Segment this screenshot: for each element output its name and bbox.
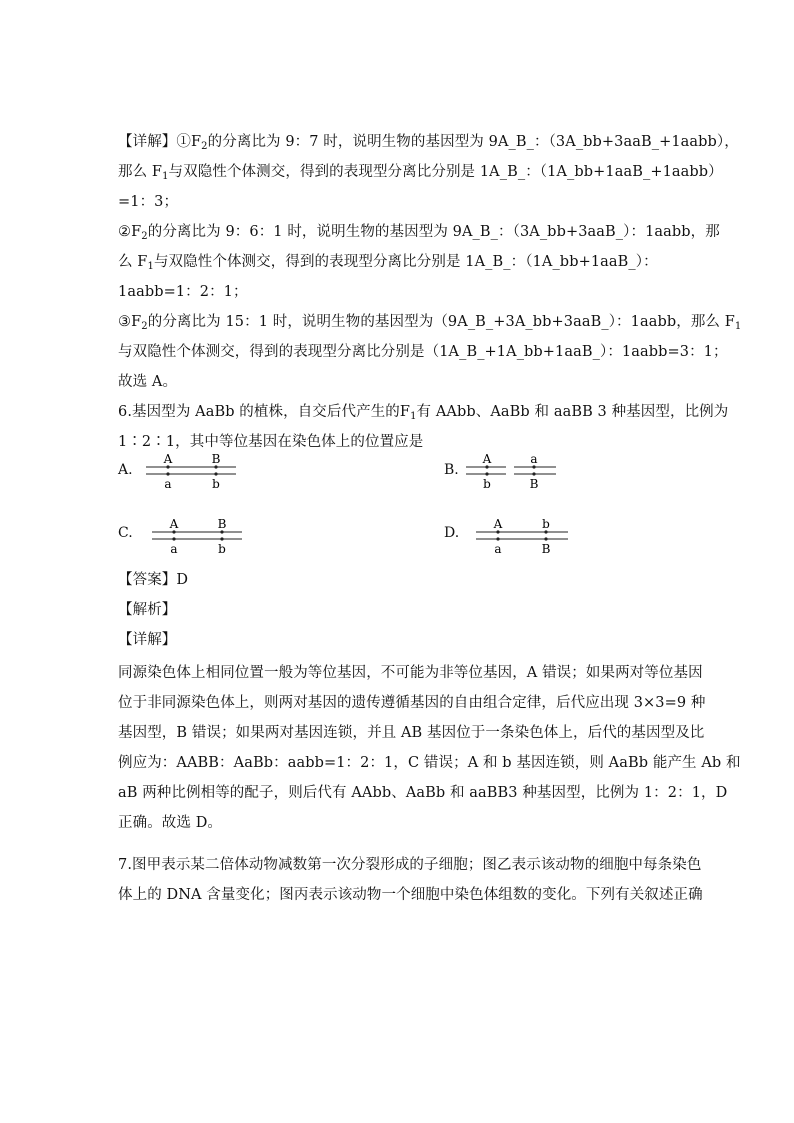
detail-line-4: $②F_2$的分离比为 9：6：1 时，说明生物的基因型为 9A_B_：（3A_bb+3aaB_）：1aabb，那: [118, 224, 720, 242]
detail-line-5: 么 $F_1$与双隐性个体测交，得到的表现型分离比分别是 1A_B_：（1A_bb+1aaB_）：: [118, 254, 658, 272]
option-b-label: B.: [444, 462, 459, 478]
explanation-line-4: 例应为：AABB：AaBb：aabb=1：2：1，C 错误；A 和 b 基因连锁，则 AaBb 能产生 Ab 和: [118, 755, 741, 771]
option-b-chromosome-diagram: [462, 450, 572, 496]
gene-label: a: [494, 542, 502, 556]
option-c-chromosome-diagram: [146, 513, 256, 561]
answer-line: 【答案】D: [118, 572, 189, 588]
gene-label: b: [542, 517, 550, 531]
question-6-stem-2: 1∶2∶1，其中等位基因在染色体上的位置应是: [118, 434, 424, 450]
gene-label: a: [530, 452, 538, 466]
option-d-label: D.: [444, 525, 460, 541]
question-7-stem-1: 7.图甲表示某二倍体动物减数第一次分裂形成的子细胞；图乙表示该动物的细胞中每条染色: [118, 857, 702, 873]
gene-label: A: [163, 452, 173, 466]
gene-label: B: [529, 477, 539, 491]
gene-label: a: [170, 542, 178, 556]
explanation-line-6: 正确。故选 D。: [118, 815, 223, 831]
detail-line-2: 那么 $F_1$与双隐性个体测交，得到的表现型分离比分别是 1A_B_：（1A_bb+1aaB_+1aabb）: [118, 164, 723, 182]
detail-heading: 【详解】: [118, 632, 177, 648]
detail-line-6: 1aabb=1：2：1；: [118, 284, 248, 300]
detail-line-1: 【详解】$①F_2$的分离比为 9：7 时，说明生物的基因型为 9A_B_：（3A_bb+3aaB_+1aabb），: [118, 134, 739, 152]
gene-label: b: [212, 477, 220, 491]
analysis-heading: 【解析】: [118, 602, 177, 618]
detail-line-3: =1：3；: [118, 194, 179, 210]
gene-label: b: [483, 477, 491, 491]
explanation-line-2: 位于非同源染色体上，则两对基因的遗传遵循基因的自由组合定律，后代应出现 3×3=9 种: [118, 695, 706, 711]
gene-label: a: [164, 477, 172, 491]
gene-label: b: [218, 542, 226, 556]
explanation-line-5: aB 两种比例相等的配子，则后代有 AAbb、AaBb 和 aaBB3 种基因型，比例为 1：2：1，D: [118, 785, 728, 801]
question-6-stem-1: 6.基因型为 AaBb 的植株，自交后代产生的$F_1$有 AAbb、AaBb 和 aaBB 3 种基因型，比例为: [118, 404, 729, 422]
explanation-line-3: 基因型，B 错误；如果两对基因连锁，并且 AB 基因位于一条染色体上，后代的基因型及比: [118, 725, 705, 741]
option-c-label: C.: [118, 525, 133, 541]
gene-label: B: [211, 452, 221, 466]
gene-label: B: [541, 542, 551, 556]
gene-label: A: [482, 452, 492, 466]
detail-line-9: 故选 A。: [118, 374, 178, 390]
detail-line-8: 与双隐性个体测交，得到的表现型分离比分别是（1A_B_+1A_bb+1aaB_）：1aabb=3：1；: [118, 344, 728, 360]
option-a-label: A.: [118, 462, 133, 478]
gene-label: A: [169, 517, 179, 531]
option-d-chromosome-diagram: [472, 513, 582, 561]
detail-line-7: $③F_2$的分离比为 15：1 时，说明生物的基因型为（9A_B_+3A_bb+3aaB_）：1aabb，那么 $F_1$: [118, 314, 742, 332]
gene-label: A: [493, 517, 503, 531]
gene-label: B: [217, 517, 227, 531]
option-a-chromosome-diagram: [140, 450, 250, 496]
question-7-stem-2: 体上的 DNA 含量变化；图丙表示该动物一个细胞中染色体组数的变化。下列有关叙述正确: [118, 887, 703, 903]
explanation-line-1: 同源染色体上相同位置一般为等位基因，不可能为非等位基因，A 错误；如果两对等位基因: [118, 665, 703, 681]
